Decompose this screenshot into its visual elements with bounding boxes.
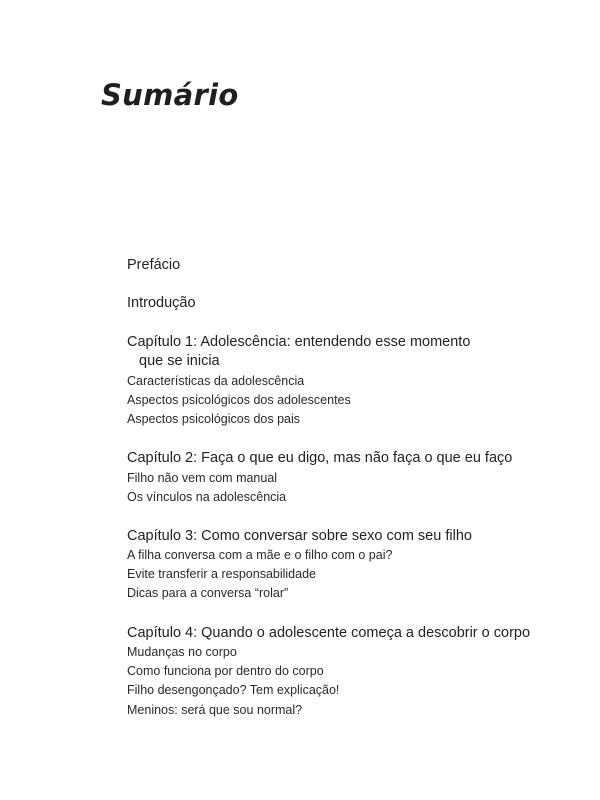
entry-label: Filho não vem com manual <box>127 471 278 485</box>
entry-label: Dicas para a conversa “rolar” <box>127 586 289 600</box>
entry-label: Os vínculos na adolescência <box>127 490 287 504</box>
entry-label: Evite transferir a responsabilidade <box>127 567 316 581</box>
entry-label-continuation: que se inicia <box>139 353 220 369</box>
entry-label: Capítulo 4: Quando o adolescente começa a descobrir o corpo <box>127 625 531 641</box>
entry-label: Capítulo 3: Como conversar sobre sexo com seu filho <box>127 528 472 544</box>
entry-label: A filha conversa com a mãe e o filho com o pai? <box>127 548 393 562</box>
entry-label: Aspectos psicológicos dos adolescentes <box>127 393 351 407</box>
entry-label: Prefácio <box>127 257 181 273</box>
entry-label: Meninos: será que sou normal? <box>127 703 303 717</box>
entry-label: Filho desengonçado? Tem explicação! <box>127 683 340 697</box>
page-title: Sumário <box>101 78 239 112</box>
entry-label: Características da adolescência <box>127 374 305 388</box>
entry-label: Capítulo 1: Adolescência: entendendo esse momento <box>127 334 471 350</box>
entry-label: Aspectos psicológicos dos pais <box>127 412 301 426</box>
entry-label: Mudanças no corpo <box>127 645 237 659</box>
entry-label: Introdução <box>127 295 196 311</box>
entry-label: Como funciona por dentro do corpo <box>127 664 324 678</box>
entry-label: Capítulo 2: Faça o que eu digo, mas não faça o que eu faço <box>127 450 513 466</box>
